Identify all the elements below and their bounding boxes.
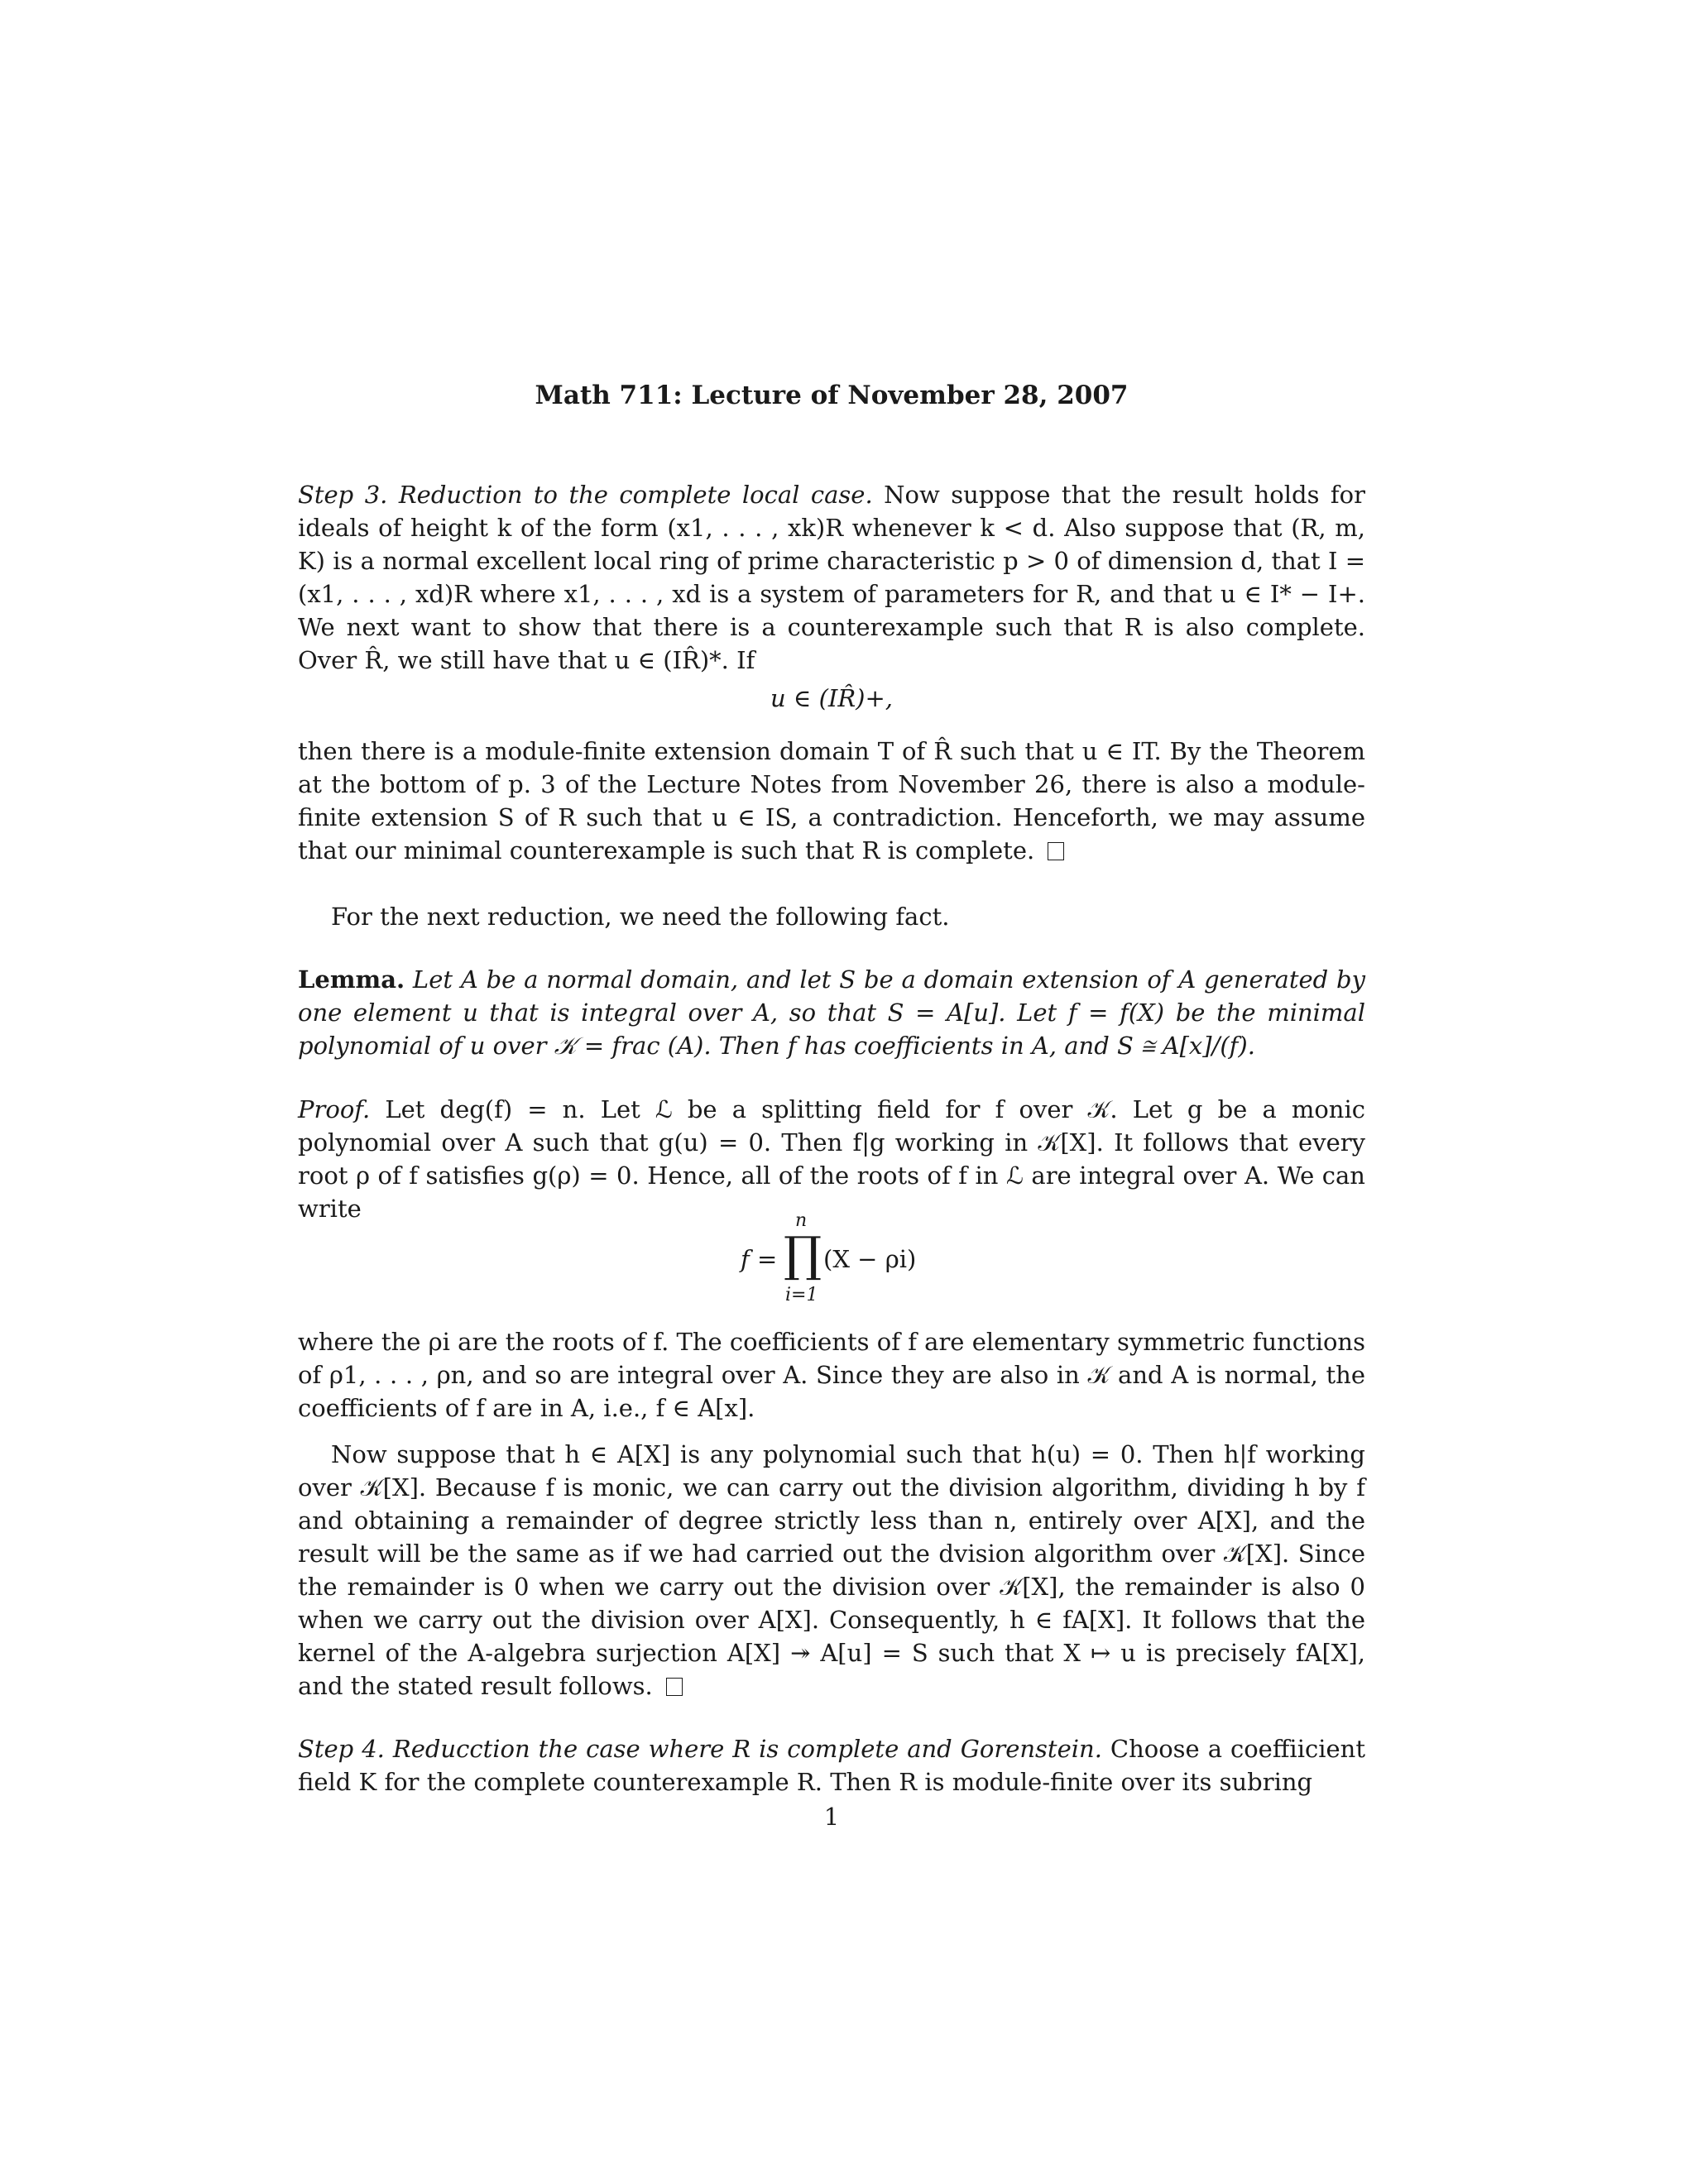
step3-paragraph xyxy=(298,478,1365,677)
document-page xyxy=(298,0,1365,2184)
step4-paragraph xyxy=(298,1732,1365,1798)
step4-heading: Step 4. Reducction the case where R is complete and Gorenstein. xyxy=(298,1735,1102,1763)
product-lower-limit: i=1 xyxy=(785,1285,818,1305)
kernel-paragraph xyxy=(298,1438,1365,1703)
step3-display-equation xyxy=(298,682,1365,715)
proof-body: Let deg(f) = n. Let ℒ be a splitting field for f over 𝒦. Let g be a monic polynomial over A such that g(u) = 0. Then f|g working in 𝒦[X]. It follows that every root ρ of f satisfies g(ρ) = 0. Hence, all of the roots of f in ℒ are integral over A. We can write xyxy=(298,1095,1365,1223)
next-reduction-text: For the next reduction, we need the following fact. xyxy=(331,903,950,931)
step3-body: Now suppose that the result holds for ideals of height k of the form (x1, . . . , xk)R whenever k < d. Also suppose that (R, m, K) is a normal excellent local ring of prime characteristic p > 0 of dimension d, that I = (x1, . . . , xd)R where x1, . . . , xd is a system of parameters for R, and that u ∈ I* − I+. We next want to show that there is a counterexample such that R is also complete. Over R̂, we still have that u ∈ (IR̂)*. If xyxy=(298,481,1365,674)
display-equation-text: u ∈ (IR̂)+, xyxy=(770,684,894,712)
qed-box-icon xyxy=(666,1678,683,1696)
product-lhs: f = xyxy=(741,1245,778,1273)
qed-box-icon xyxy=(1048,842,1064,860)
page-title: Math 711: Lecture of November 28, 2007 xyxy=(535,381,1129,410)
step4-body: Choose a coeffiicient field K for the complete counterexample R. Then R is module-finite over its subring xyxy=(298,1735,1365,1796)
lemma-statement: Let A be a normal domain, and let S be a domain extension of A generated by one element u that is integral over A, so that S = A[u]. Let f = f(X) be the minimal polynomial of u over 𝒦 = frac (A). Then f has coefficients in A, and S ≅ A[x]/(f). xyxy=(298,965,1365,1060)
product-rhs: (X − ρi) xyxy=(823,1245,917,1273)
lemma-paragraph xyxy=(298,963,1365,1062)
kernel-text: Now suppose that h ∈ A[X] is any polynomial such that h(u) = 0. Then h|f working over 𝒦[X]. Because f is monic, we can carry out the division algorithm, dividing h by f and obtaining a remainder of degree strictly less than n, entirely over A[X], and the result will be the same as if we had carried out the dvision algorithm over 𝒦[X]. Since the remainder is 0 when we carry out the division over 𝒦[X], the remainder is also 0 when we carry out the division over A[X]. Consequently, h ∈ fA[X]. It follows that the kernel of the A-algebra surjection A[X] ↠ A[u] = S such that X ↦ u is precisely fA[X], and the stated result follows. xyxy=(298,1440,1365,1700)
lemma-label: Lemma. xyxy=(298,965,405,994)
product-symbol: ∏ xyxy=(784,1226,822,1282)
next-reduction-paragraph xyxy=(298,900,1365,933)
step3-conclusion-text: then there is a module-finite extension domain T of R̂ such that u ∈ IT. By the Theorem at the bottom of p. 3 of the Lecture Notes from November 26, there is also a module-finite extension S of R such that u ∈ IS, a contradiction. Henceforth, we may assume that our minimal counterexample is such that R is complete. xyxy=(298,737,1365,864)
step3-heading: Step 3. Reduction to the complete local case. xyxy=(298,481,873,509)
page-number: 1 xyxy=(823,1803,840,1831)
product-upper-limit: n xyxy=(795,1210,808,1231)
step3-conclusion-paragraph xyxy=(298,735,1365,867)
roots-paragraph xyxy=(298,1325,1365,1425)
product-display-equation xyxy=(298,1210,1365,1312)
roots-text: where the ρi are the roots of f. The coefficients of f are elementary symmetric functions of ρ1, . . . , ρn, and so are integral over A. Since they are also in 𝒦 and A is normal, the coefficients of f are in A, i.e., f ∈ A[x]. xyxy=(298,1328,1365,1422)
proof-paragraph xyxy=(298,1093,1365,1225)
proof-label: Proof. xyxy=(298,1095,371,1123)
